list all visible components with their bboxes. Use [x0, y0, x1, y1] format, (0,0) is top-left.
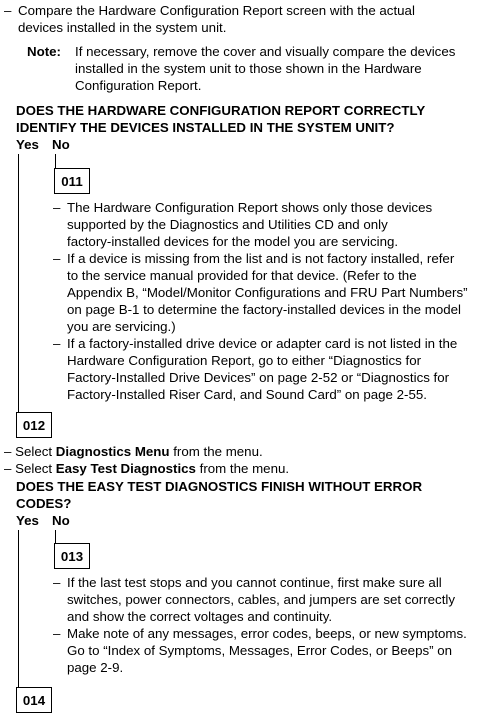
note-line: Configuration Report.: [75, 78, 202, 93]
question-1: [16, 102, 486, 136]
select-step: – Select Diagnostics Menu from the menu.: [4, 444, 263, 459]
q2-no-label: No: [52, 513, 70, 528]
compare-line: devices installed in the system unit.: [18, 20, 227, 35]
note-line: installed in the system unit to those shown in the Hardware: [75, 61, 422, 76]
q1-no-label: No: [52, 137, 70, 152]
step-box-012: 012: [16, 412, 52, 438]
compare-line: Compare the Hardware Configuration Report screen with the actual: [18, 3, 415, 18]
q2-yes-connector: [18, 530, 19, 687]
q1-yes-connector: [18, 154, 19, 412]
note-label: Note:: [27, 44, 61, 59]
q2-yes-label: Yes: [16, 513, 39, 528]
select-step: – Select Easy Test Diagnostics from the menu.: [4, 461, 290, 476]
q2-no-connector: [55, 530, 56, 543]
question-2-line: CODES?: [16, 496, 72, 511]
question-2: [16, 478, 486, 512]
note-text: [75, 43, 485, 94]
note-line: If necessary, remove the cover and visually compare the devices: [75, 44, 456, 59]
step-box-013: 013: [54, 543, 90, 569]
question-2-line: DOES THE EASY TEST DIAGNOSTICS FINISH WITHOUT ERROR: [16, 479, 423, 494]
step-box-014: 014: [16, 687, 52, 713]
step-box-011: 011: [54, 168, 90, 194]
q1-yes-label: Yes: [16, 137, 39, 152]
compare-dash: –: [4, 3, 12, 18]
question-1-line: IDENTIFY THE DEVICES INSTALLED IN THE SYSTEM UNIT?: [16, 120, 395, 135]
q1-no-connector: [55, 154, 56, 168]
question-1-line: DOES THE HARDWARE CONFIGURATION REPORT CORRECTLY: [16, 103, 426, 118]
